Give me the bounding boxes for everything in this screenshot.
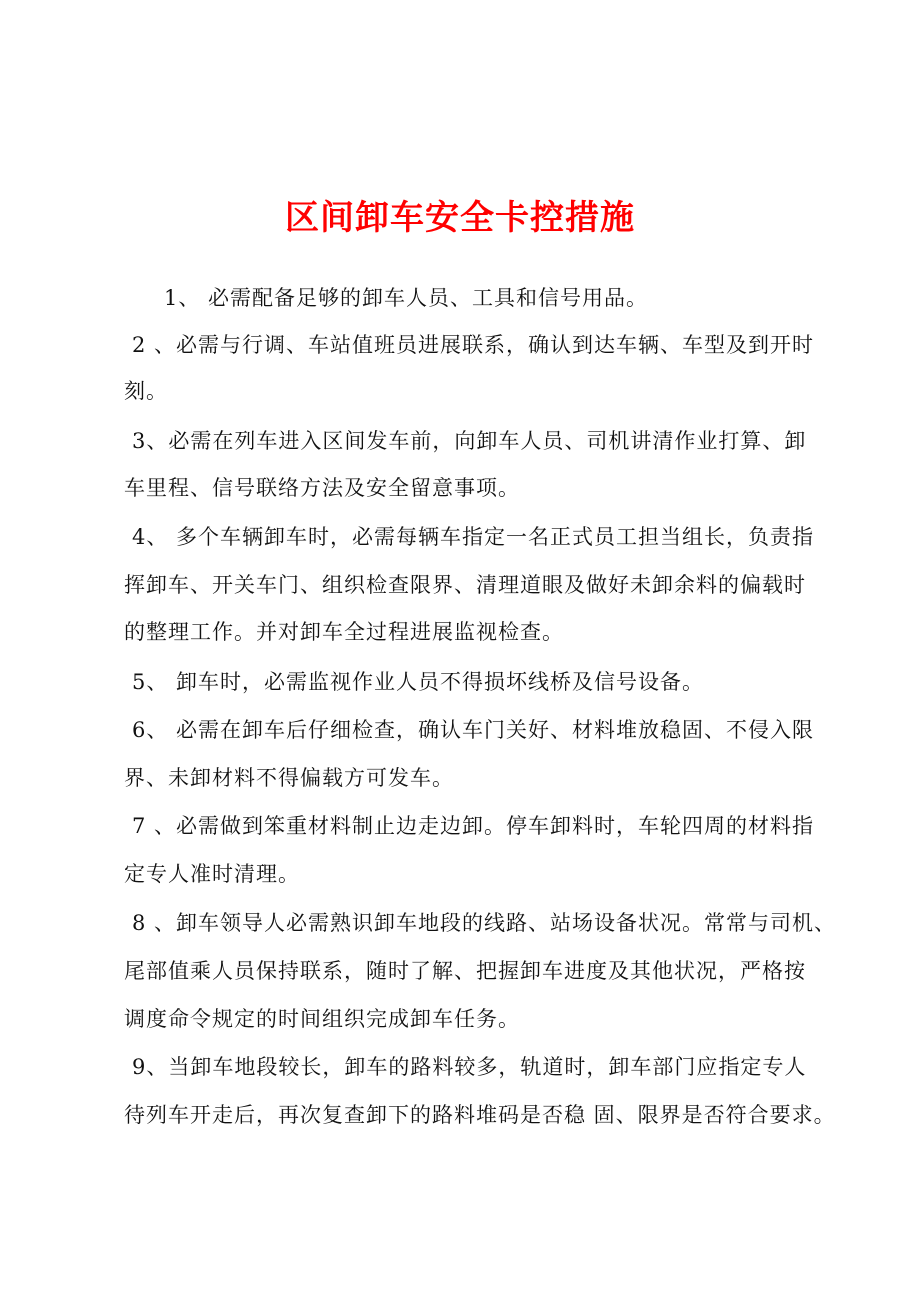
paragraph-line: 的整理工作。并对卸车全过程进展监视检查。 [124,620,564,644]
paragraph-line: 挥卸车、开关车门、组织检查限界、清理道眼及做好未卸余料的偏载时 [124,573,806,597]
paragraph-line: 2 、必需与行调、车站值班员进展联系，确认到达车辆、车型及到开时 [132,333,815,357]
paragraph-line: 3、必需在列车进入区间发车前，向卸车人员、司机讲清作业打算、卸 [132,429,807,453]
paragraph-line: 6、 必需在卸车后仔细检查，确认车门关好、材料堆放稳固、不侵入限 [132,718,815,742]
paragraph-line: 1、 必需配备足够的卸车人员、工具和信号用品。 [164,286,649,310]
paragraph-line: 9、当卸车地段较长，卸车的路料较多，轨道时，卸车部门应指定专人 [132,1055,807,1079]
paragraph-line: 4、 多个车辆卸车时，必需每辆车指定一名正式员工担当组长，负责指 [132,525,815,549]
paragraph-line: 车里程、信号联络方法及安全留意事项。 [124,476,520,500]
paragraph-line: 调度命令规定的时间组织完成卸车任务。 [124,1007,520,1031]
paragraph-line: 尾部值乘人员保持联系，随时了解、把握卸车进度及其他状况，严格按 [124,959,806,983]
paragraph-line: 5、 卸车时，必需监视作业人员不得损坏线桥及信号设备。 [132,670,705,694]
document-title: 区间卸车安全卡控措施 [285,198,635,238]
paragraph-line: 定专人准时清理。 [124,862,300,886]
paragraph-line: 刻。 [124,379,168,403]
paragraph-line: 8 、卸车领导人必需熟识卸车地段的线路、站场设备状况。常常与司机、 [132,911,837,935]
paragraph-line: 7 、必需做到笨重材料制止边走边卸。停车卸料时，车轮四周的材料指 [132,814,815,838]
paragraph-line: 界、未卸材料不得偏载方可发车。 [124,766,454,790]
paragraph-line: 待列车开走后，再次复查卸下的路料堆码是否稳 固、限界是否符合要求。 [124,1103,836,1127]
